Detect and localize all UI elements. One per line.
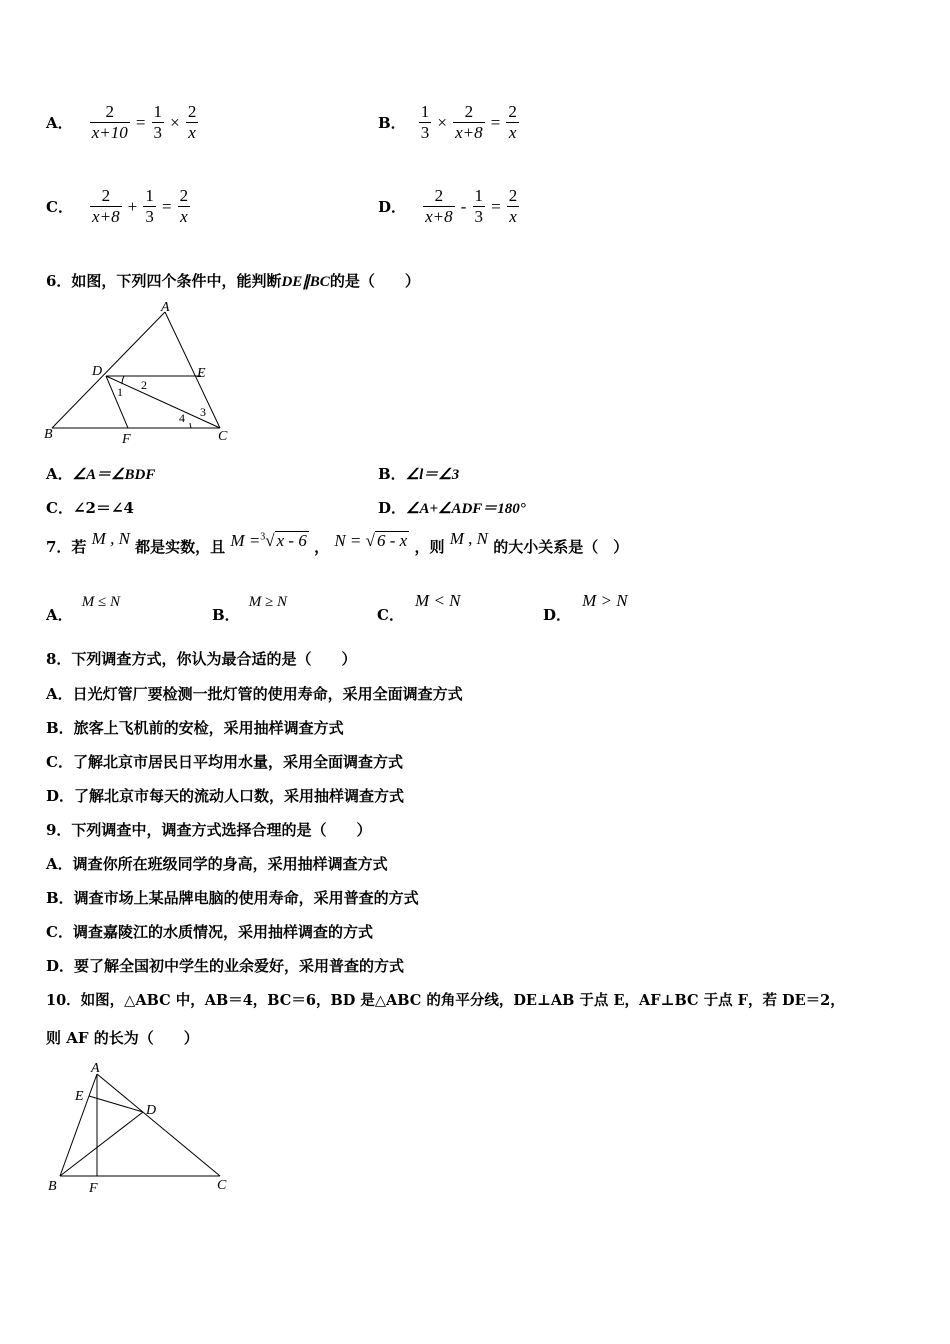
fraction: $\frac{2}{x+8}$ [425,186,453,226]
option-label: B． [378,114,406,132]
fraction: $\frac{2}{x+10}$ [91,102,128,142]
fraction: $\frac{1}{3}$ [153,102,163,142]
q7-option-d[interactable]: D． M > N [543,591,628,624]
option-label: C． [46,198,73,216]
q6-stem: 6．如图，下列四个条件中，能判断DE∥BC的是（ ） [46,272,420,290]
fraction: $\frac{2}{x}$ [187,102,197,142]
angle-2: 2 [141,378,147,392]
q6-option-b[interactable]: B．∠l＝∠3 [378,465,460,483]
label-d: D [92,364,103,379]
fraction: $\frac{2}{x+8}$ [455,102,483,142]
label-f: F [89,1181,98,1196]
fraction: $\frac{2}{x+8}$ [92,186,120,226]
q10-stem-line2: 则 AF 的长为（ ） [46,1029,199,1047]
label-b: B [48,1179,57,1194]
label-e: E [75,1089,84,1104]
q7-option-b[interactable]: B． M ≥ N [212,594,288,624]
label-a: A [161,300,170,315]
math-mn: M , N [91,529,130,548]
q5-option-d[interactable]: D． $\frac{2}{x+8}$ - $\frac{1}{3}$ = $\frac{2}{x}$ [378,186,518,226]
q9-stem: 9．下列调查中，调查方式选择合理的是（ ） [46,821,372,839]
q8-option-b[interactable]: B．旅客上飞机前的安检，采用抽样调查方式 [46,719,344,737]
q5-option-b[interactable]: B． $\frac{1}{3}$ × $\frac{2}{x+8}$ = $\frac{2}{x}$ [378,102,517,142]
q9-option-d[interactable]: D．要了解全国初中学生的业余爱好，采用普查的方式 [46,957,405,975]
q8-option-a[interactable]: A．日光灯管厂要检测一批灯管的使用寿命，采用全面调查方式 [46,685,463,703]
math-n-def: N = √ 6 - x [334,531,408,550]
q6-option-a[interactable]: A．∠A＝∠BDF [46,465,156,483]
q8-option-c[interactable]: C．了解北京市居民日平均用水量，采用全面调查方式 [46,753,403,771]
fraction: $\frac{1}{3}$ [420,102,430,142]
fraction: $\frac{1}{3}$ [145,186,154,226]
q6-option-c[interactable]: C．∠2＝∠4 [46,499,134,517]
q9-option-a[interactable]: A．调查你所在班级同学的身高，采用抽样调查方式 [46,855,388,873]
label-c: C [218,429,228,444]
q8-option-d[interactable]: D．了解北京市每天的流动人口数，采用抽样调查方式 [46,787,405,805]
fraction: $\frac{1}{3}$ [474,186,483,226]
q10-stem-line1: 10．如图，△ABC 中，AB＝4，BC＝6，BD 是△ABC 的角平分线，DE⊥AB 于点 E，AF⊥BC 于点 F，若 DE＝2， [46,992,845,1009]
q8-stem: 8．下列调查方式，你认为最合适的是（ ） [46,650,357,668]
label-a: A [91,1061,100,1076]
label-c: C [217,1178,227,1193]
q7-option-c[interactable]: C． M < N [377,591,461,624]
q9-option-c[interactable]: C．调查嘉陵江的水质情况，采用抽样调查的方式 [46,923,373,941]
q10-figure [40,1058,240,1200]
angle-3: 3 [200,405,206,419]
option-label: A． [46,114,73,132]
fraction: $\frac{2}{x}$ [508,102,517,142]
q6-option-d[interactable]: D．∠A+∠ADF＝180° [378,499,526,517]
q5-option-a[interactable]: A． $\frac{2}{x+10}$ = $\frac{1}{3}$ × $\frac{2}{x}$ [46,102,197,142]
fraction: $\frac{2}{x}$ [508,186,518,226]
q7-option-a[interactable]: A． M ≤ N [46,594,120,624]
math-m-def: M =$^3$√ x - 6 [230,531,307,550]
label-e: E [197,366,206,381]
q9-option-b[interactable]: B．调查市场上某品牌电脑的使用寿命，采用普查的方式 [46,889,419,907]
label-d: D [146,1103,157,1118]
angle-1: 1 [117,385,123,399]
option-label: D． [378,198,407,216]
label-f: F [122,432,131,447]
angle-4: 4 [179,411,185,425]
q6-figure [40,298,240,448]
math-mn-2: M , N [449,529,488,548]
q7-stem: 7．若 M , N 都是实数，且 M =$^3$√ x - 6 ， N = √ 6 - x ，则 M , N 的大小关系是（ ） [46,529,629,556]
fraction: $\frac{2}{x}$ [179,186,189,226]
label-b: B [44,427,53,442]
q5-option-c[interactable]: C． $\frac{2}{x+8}$ + $\frac{1}{3}$ = $\frac{2}{x}$ [46,186,189,226]
